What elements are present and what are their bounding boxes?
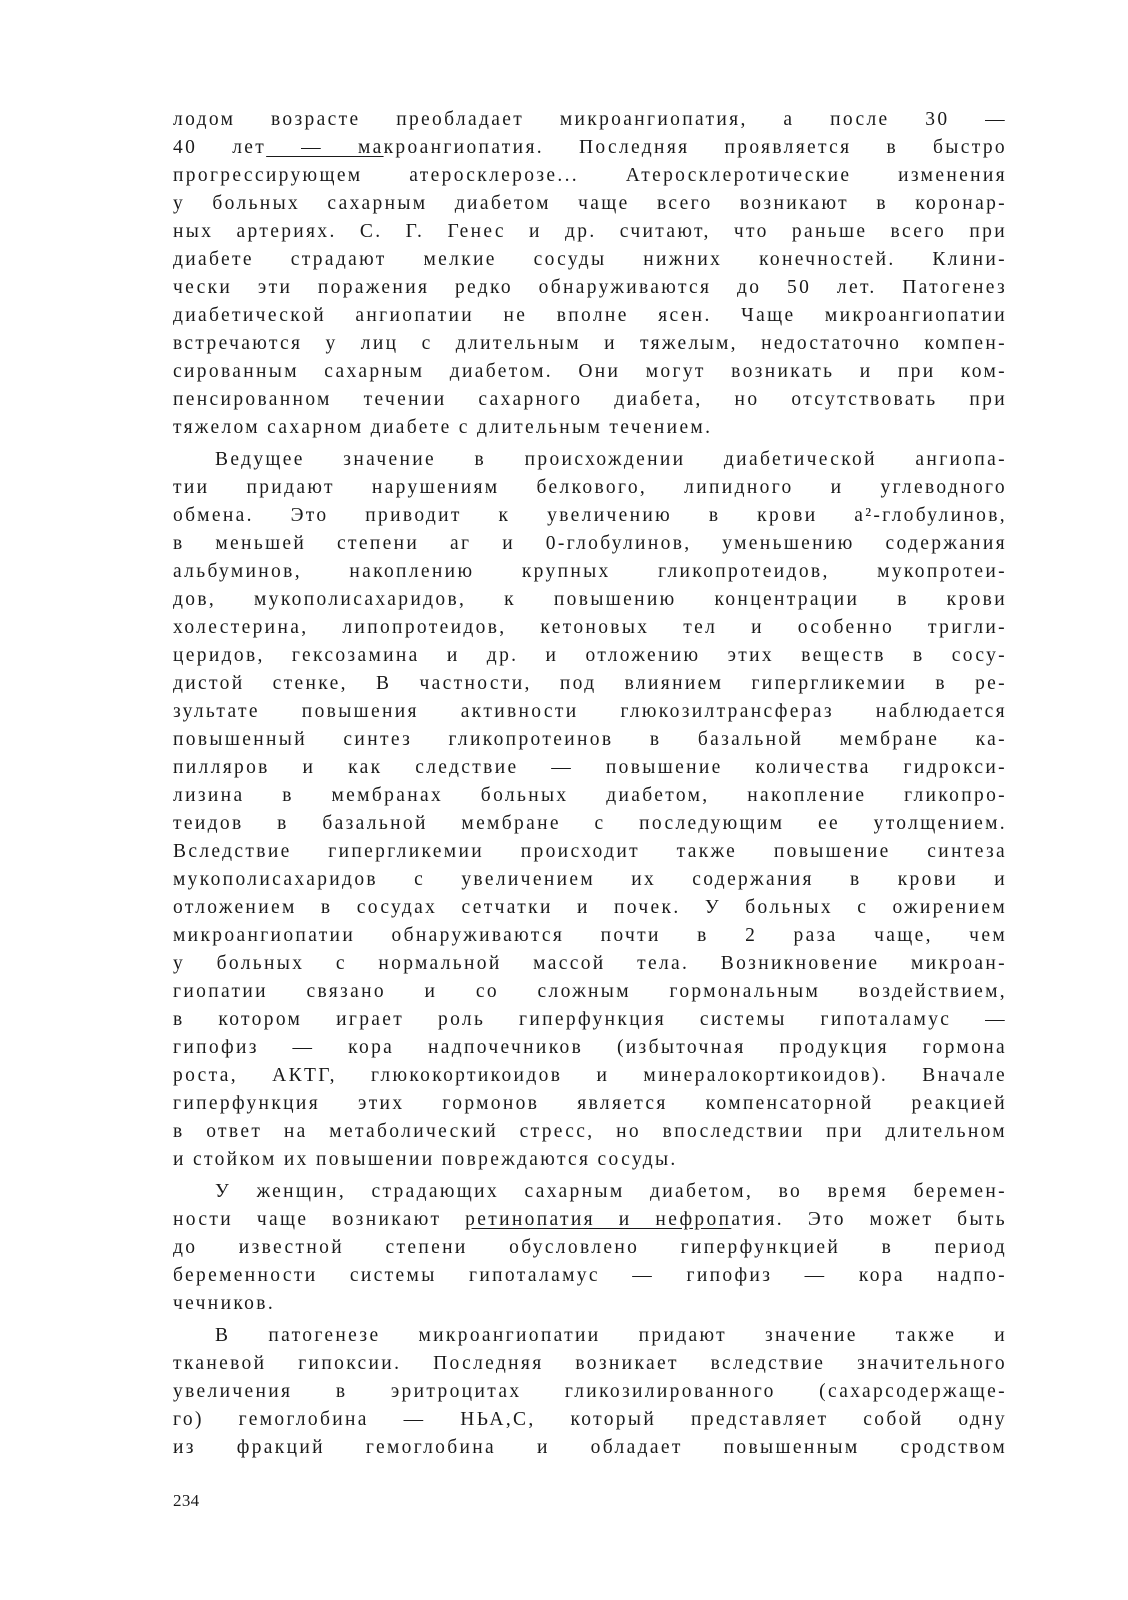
text-line: дистой стенке, В частности, под влиянием гипергликемии в ре- bbox=[173, 673, 1007, 694]
text-line: ных артериях. С. Г. Генес и др. считают, что раньше всего при bbox=[173, 221, 1007, 242]
text-line: лизина в мембранах больных диабетом, накопление гликопро- bbox=[173, 785, 1007, 806]
paragraph-first-line: В патогенезе микроангиопатии придают значение также и bbox=[215, 1325, 1007, 1346]
text-line: до известной степени обусловлено гиперфункцией в период bbox=[173, 1237, 1007, 1258]
text-line: роста, АКТГ, глюкокортикоидов и минералокортикоидов). Вначале bbox=[173, 1065, 1007, 1086]
text-line: в меньшей степени аᴦ и 0-глобулинов, уменьшению содержания bbox=[173, 533, 1007, 554]
text-line: у больных сахарным диабетом чаще всего возникают в коронар- bbox=[173, 193, 1007, 214]
text-line: го) гемоглобина — НЬА,С, который представляет собой одну bbox=[173, 1409, 1007, 1430]
text-line: сированным сахарным диабетом. Они могут возникать и при ком- bbox=[173, 361, 1007, 382]
text-line: гипофиз — кора надпочечников (избыточная продукция гормона bbox=[173, 1037, 1007, 1058]
text-line: пилляров и как следствие — повышение количества гидрокси- bbox=[173, 757, 1007, 778]
text-line: диабетической ангиопатии не вполне ясен. Чаще микроангиопатии bbox=[173, 305, 1007, 326]
text-line: гиперфункция этих гормонов является компенсаторной реакцией bbox=[173, 1093, 1007, 1114]
text-line: пенсированном течении сахарного диабета, но отсутствовать при bbox=[173, 389, 1007, 410]
text-line: зультате повышения активности глюкозилтрансфераз наблюдается bbox=[173, 701, 1007, 722]
text-line: из фракций гемоглобина и обладает повышенным сродством bbox=[173, 1437, 1007, 1458]
text-line: диабете страдают мелкие сосуды нижних конечностей. Клини- bbox=[173, 249, 1007, 270]
text-line: микроангиопатии обнаруживаются почти в 2 раза чаще, чем bbox=[173, 925, 1007, 946]
text-line: гиопатии связано и со сложным гормональным воздействием, bbox=[173, 981, 1007, 1002]
text-line: церидов, гексозамина и др. и отложению этих веществ в сосу- bbox=[173, 645, 1007, 666]
text-line: в ответ на метаболический стресс, но впоследствии при длительном bbox=[173, 1121, 1007, 1142]
text-line: ности чаще возникают ретинопатия и нефропатия. Это может быть bbox=[173, 1209, 1007, 1230]
text-line: беременности системы гипоталамус — гипофиз — кора надпо- bbox=[173, 1265, 1007, 1286]
paragraph-first-line: У женщин, страдающих сахарным диабетом, во время беремен- bbox=[215, 1181, 1007, 1202]
text-line: тканевой гипоксии. Последняя возникает вследствие значительного bbox=[173, 1353, 1007, 1374]
text-line: у больных с нормальной массой тела. Возникновение микроан- bbox=[173, 953, 1007, 974]
paragraph-first-line: Ведущее значение в происхождении диабетической ангиопа- bbox=[215, 449, 1007, 470]
text-line: обмена. Это приводит к увеличению в крови а²-глобулинов, bbox=[173, 505, 1007, 526]
text-line: 40 лет — макроангиопатия. Последняя проявляется в быстро bbox=[173, 137, 1008, 158]
page-number: 234 bbox=[173, 1491, 200, 1510]
text-line: теидов в базальной мембране с последующим ее утолщением. bbox=[173, 813, 1007, 834]
text-line: и стойком их повышении повреждаются сосуды. bbox=[173, 1149, 678, 1170]
text-line: чечников. bbox=[173, 1293, 276, 1314]
text-line: прогрессирующем атеросклерозе... Атеросклеротические изменения bbox=[173, 165, 1007, 186]
text-line: чески эти поражения редко обнаруживаются до 50 лет. Патогенез bbox=[173, 277, 1007, 298]
text-line: мукополисахаридов с увеличением их содержания в крови и bbox=[173, 869, 1007, 890]
text-line: встречаются у лиц с длительным и тяжелым, недостаточно компен- bbox=[173, 333, 1007, 354]
text-line: дов, мукополисахаридов, к повышению концентрации в крови bbox=[173, 589, 1007, 610]
text-line: увеличения в эритроцитах гликозилированного (сахарсодержаще- bbox=[173, 1381, 1007, 1402]
text-line: повышенный синтез гликопротеинов в базальной мембране ка- bbox=[173, 729, 1007, 750]
text-line: холестерина, липопротеидов, кетоновых тел и особенно тригли- bbox=[173, 617, 1007, 638]
text-line: тяжелом сахарном диабете с длительным течением. bbox=[173, 417, 713, 438]
text-line: отложением в сосудах сетчатки и почек. У больных с ожирением bbox=[173, 897, 1007, 918]
text-line: лодом возрасте преобладает микроангиопатия, а после 30 — bbox=[173, 109, 1007, 130]
text-line: альбуминов, накоплению крупных гликопротеидов, мукопротеи- bbox=[173, 561, 1007, 582]
text-line: тии придают нарушениям белкового, липидного и углеводного bbox=[173, 477, 1007, 498]
text-line: в котором играет роль гиперфункция системы гипоталамус — bbox=[173, 1009, 1007, 1030]
text-line: Вследствие гипергликемии происходит также повышение синтеза bbox=[173, 841, 1007, 862]
